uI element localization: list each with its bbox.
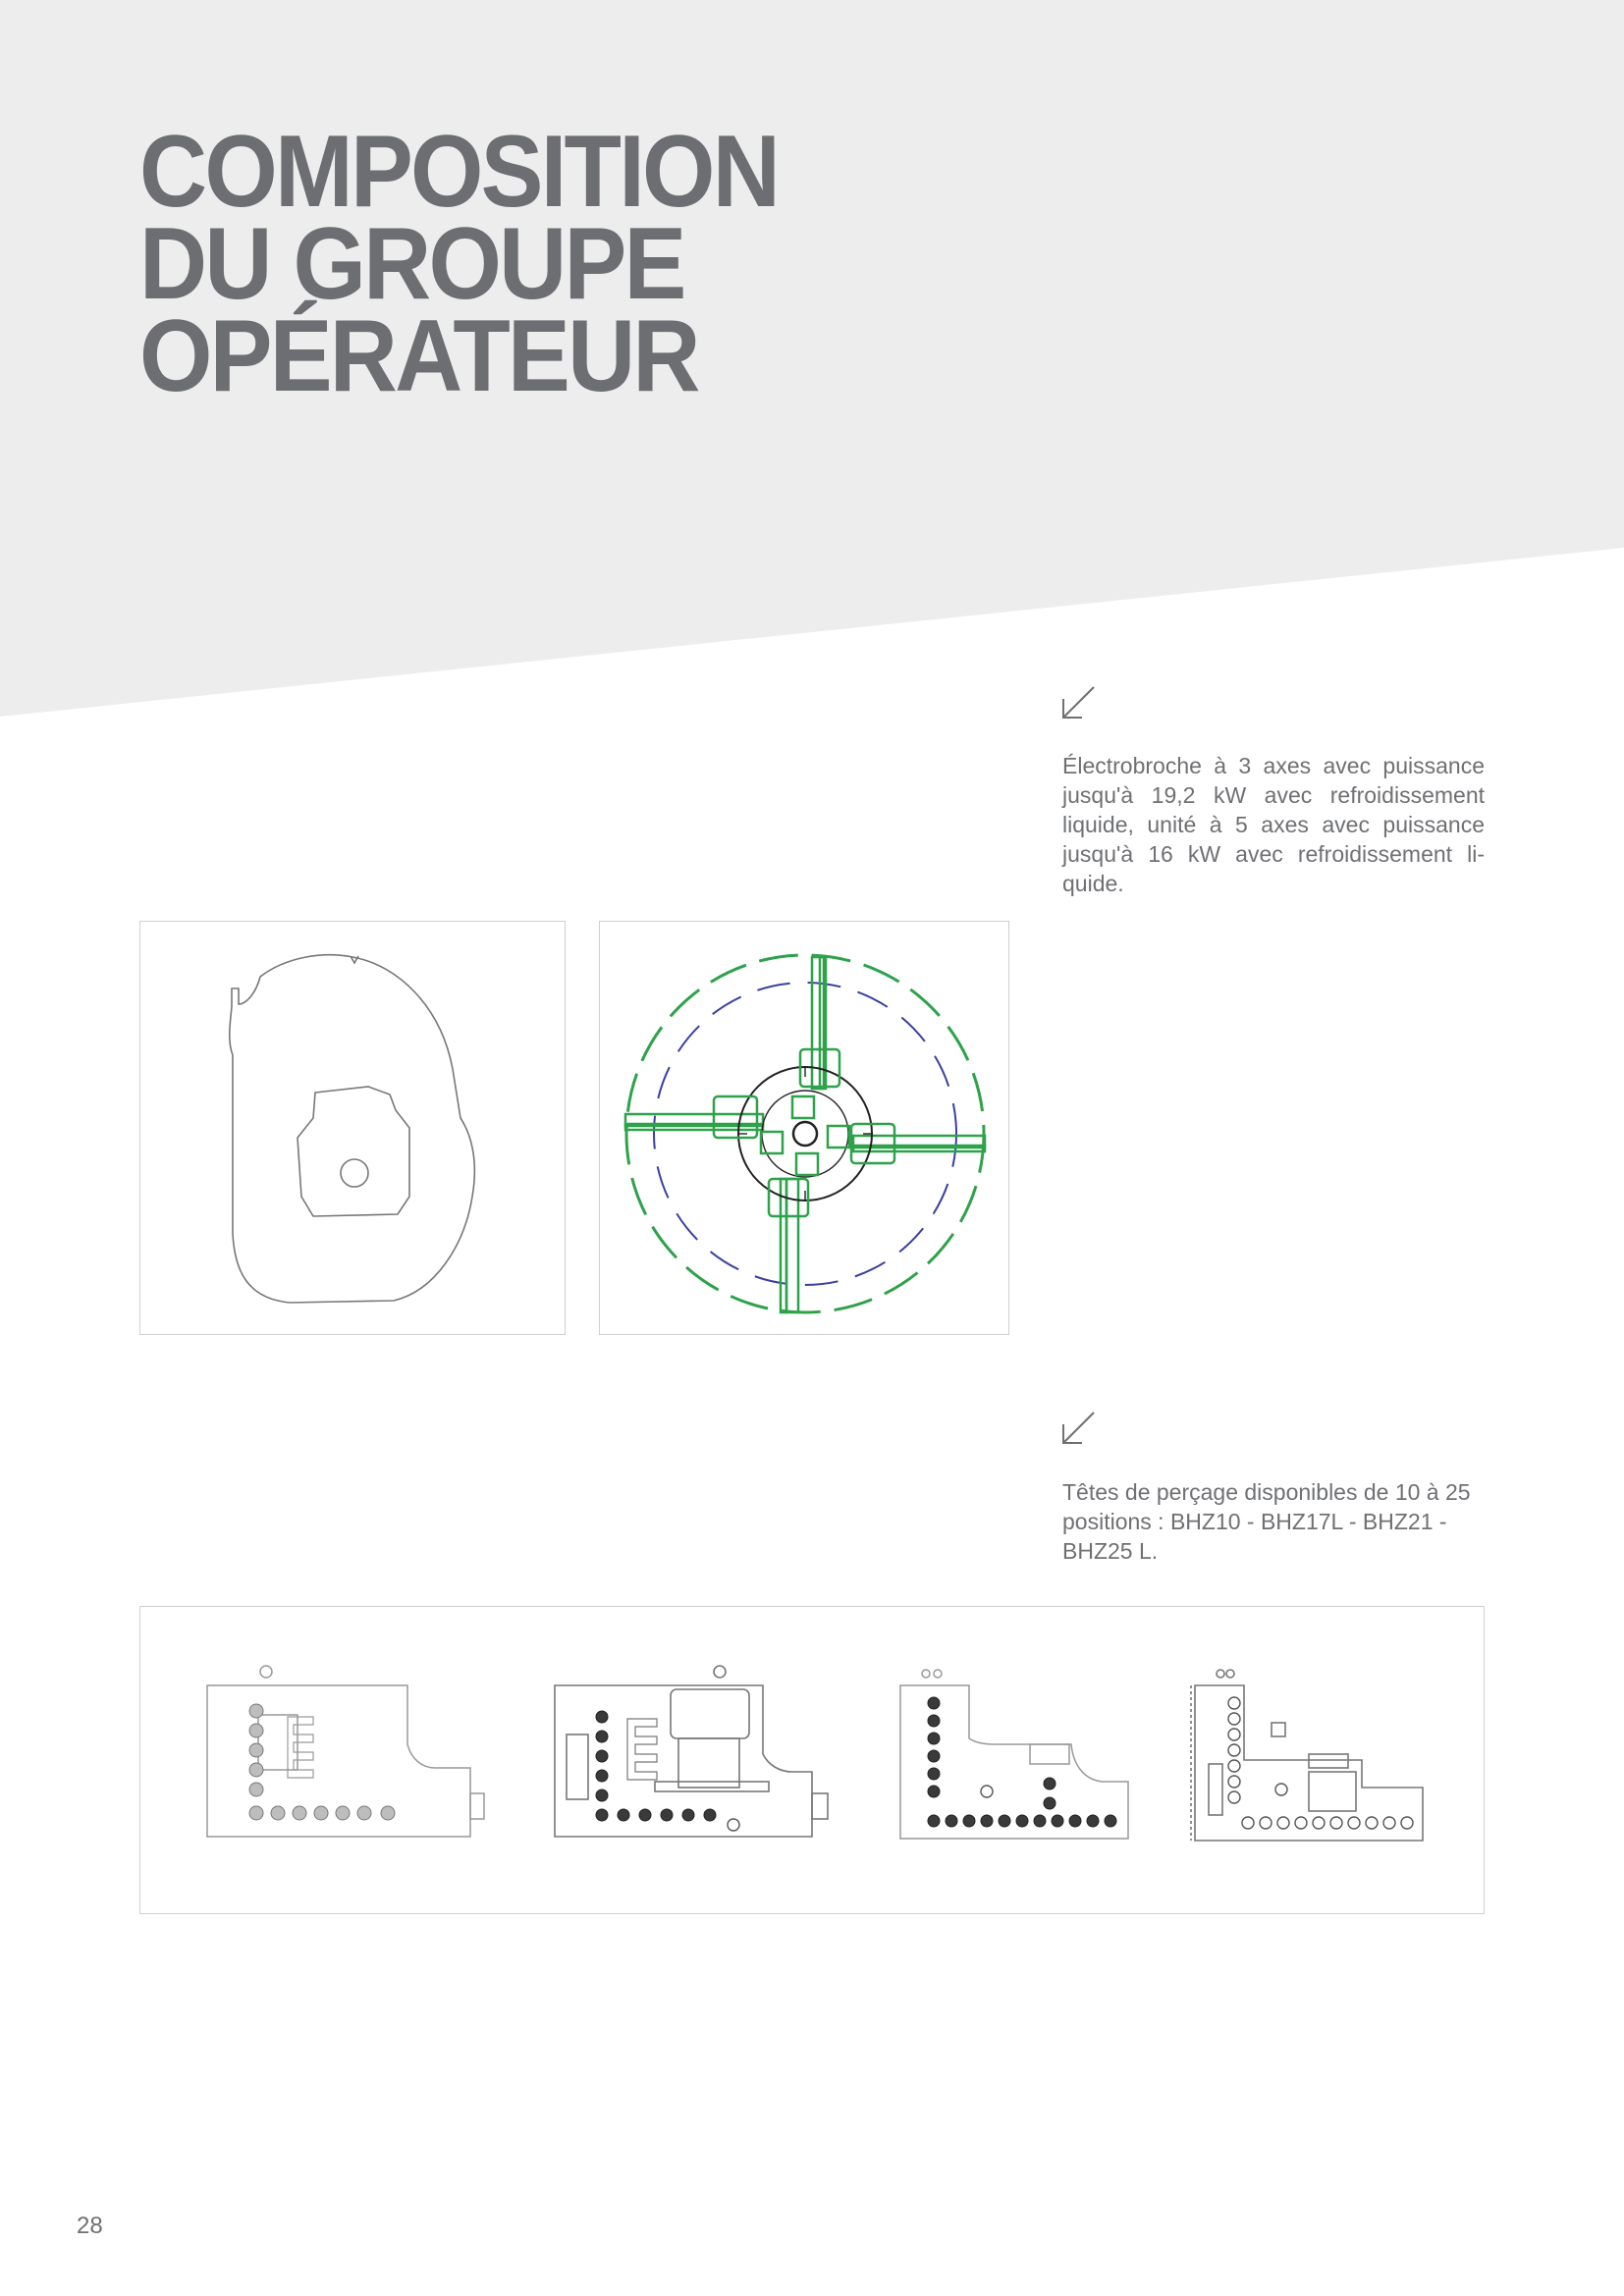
arrow-down-left-icon <box>1060 1411 1096 1446</box>
drilling-head-bhz25l <box>1191 1670 1423 1841</box>
spindle-description: Électrobroche à 3 axes avec puissance jusqu'à 19,2 kW avec refroidissement liquide, unité à 5 axes avec puissance jusqu'à 16 kW avec refroidissement li-quide. <box>1062 753 1485 896</box>
drilling-heads-description: Têtes de perçage disponibles de 10 à 25 positions : BHZ10 - BHZ17L - BHZ21 - BHZ25 L. <box>1062 1479 1471 1564</box>
five-axis-unit-drawing <box>599 921 1009 1335</box>
page-title-line-3: OPÉRATEUR <box>139 299 698 413</box>
page-title-line-1: COMPOSITION <box>139 115 779 229</box>
arrow-down-left-icon <box>1060 685 1096 721</box>
page-number: 28 <box>77 2213 103 2239</box>
page-title <box>139 115 779 413</box>
spindle-outline-drawing <box>139 921 566 1335</box>
page-title-line-2: DU GROUPE <box>139 207 684 321</box>
drilling-heads-drawing <box>139 1606 1485 1914</box>
